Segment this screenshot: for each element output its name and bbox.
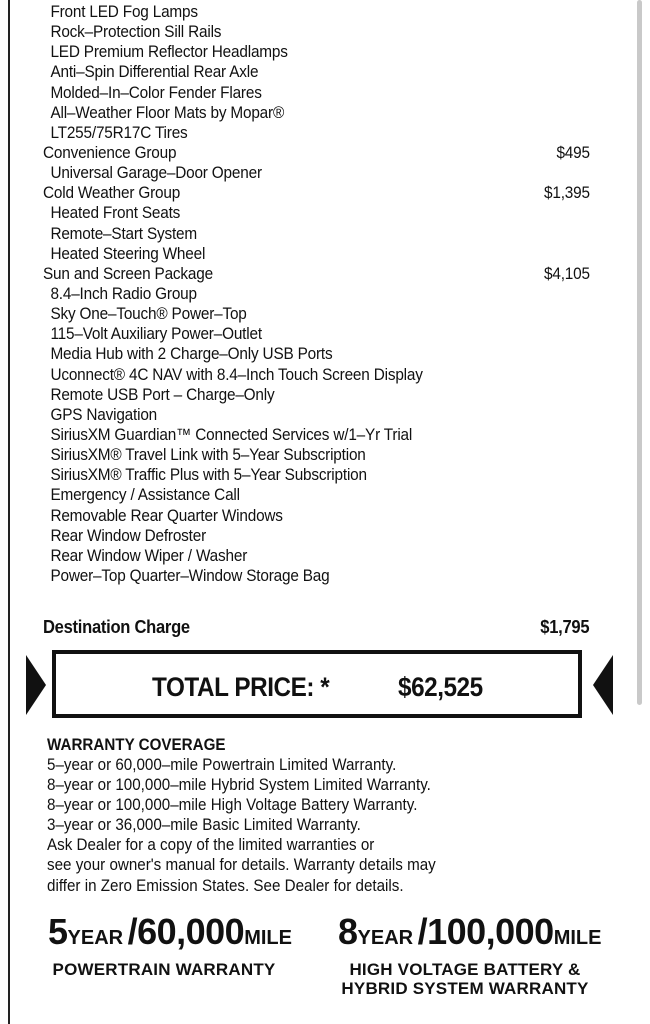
left-border-rule bbox=[8, 0, 10, 1024]
option-label: Anti–Spin Differential Rear Axle bbox=[50, 63, 259, 82]
option-group-label: Cold Weather Group bbox=[43, 184, 181, 203]
option-group-row bbox=[43, 143, 590, 163]
powertrain-mile-word: MILE bbox=[244, 927, 292, 949]
option-row bbox=[43, 42, 553, 62]
option-row bbox=[43, 83, 553, 103]
option-label: Media Hub with 2 Charge–Only USB Ports bbox=[50, 345, 333, 364]
option-label: Remote–Start System bbox=[50, 224, 198, 243]
option-label: Emergency / Assistance Call bbox=[50, 486, 240, 505]
scrollbar-thumb[interactable] bbox=[637, 0, 642, 705]
option-group-price: $495 bbox=[556, 143, 590, 162]
option-row bbox=[43, 244, 553, 264]
arrow-left-pointing-icon bbox=[593, 655, 613, 715]
option-label: Universal Garage–Door Opener bbox=[50, 164, 262, 183]
option-label: SiriusXM® Travel Link with 5–Year Subscription bbox=[50, 446, 366, 465]
option-label: Remote USB Port – Charge–Only bbox=[50, 385, 275, 404]
warranty-heading: WARRANTY COVERAGE bbox=[47, 736, 226, 754]
powertrain-years: 5 bbox=[48, 911, 68, 952]
powertrain-miles: /60,000 bbox=[127, 911, 245, 952]
option-row bbox=[43, 103, 553, 123]
hybrid-years: 8 bbox=[338, 911, 358, 952]
option-row bbox=[43, 224, 553, 244]
option-group-row bbox=[43, 264, 590, 284]
warranty-line: 3–year or 36,000–mile Basic Limited Warranty. bbox=[47, 816, 361, 835]
total-price-box bbox=[52, 650, 582, 718]
warranty-line: differ in Zero Emission States. See Dealer for details. bbox=[47, 876, 404, 895]
option-row bbox=[43, 284, 553, 304]
option-row bbox=[43, 163, 553, 183]
hybrid-year-word: YEAR bbox=[357, 927, 414, 949]
option-row bbox=[43, 526, 553, 546]
option-row bbox=[43, 425, 553, 445]
option-row bbox=[43, 62, 553, 82]
option-row bbox=[43, 304, 553, 324]
option-label: 8.4–Inch Radio Group bbox=[50, 284, 197, 303]
option-row bbox=[43, 324, 553, 344]
option-row bbox=[43, 365, 553, 385]
option-label: Rear Window Defroster bbox=[50, 526, 207, 545]
total-price-label: TOTAL PRICE: * bbox=[152, 672, 330, 702]
options-list bbox=[43, 2, 591, 586]
option-row bbox=[43, 546, 553, 566]
option-group-price: $1,395 bbox=[544, 184, 590, 203]
hybrid-warranty-term bbox=[338, 911, 602, 960]
hybrid-miles: /100,000 bbox=[417, 911, 554, 952]
hybrid-warranty-caption-line-1: HIGH VOLTAGE BATTERY & bbox=[349, 960, 581, 979]
powertrain-warranty-badge bbox=[48, 911, 292, 979]
option-label: SiriusXM® Traffic Plus with 5–Year Subscription bbox=[50, 466, 367, 485]
hybrid-mile-word: MILE bbox=[553, 927, 602, 949]
option-row bbox=[43, 123, 553, 143]
warranty-line: 5–year or 60,000–mile Powertrain Limited Warranty. bbox=[47, 756, 397, 774]
option-row bbox=[43, 385, 553, 405]
powertrain-warranty-term bbox=[48, 911, 292, 960]
warranty-line: Ask Dealer for a copy of the limited warranties or bbox=[47, 836, 375, 855]
option-label: Heated Steering Wheel bbox=[50, 244, 206, 263]
option-label: GPS Navigation bbox=[50, 405, 158, 424]
option-row bbox=[43, 566, 553, 586]
option-group-label: Sun and Screen Package bbox=[43, 264, 213, 283]
warranty-line: 8–year or 100,000–mile High Voltage Battery Warranty. bbox=[47, 796, 418, 815]
option-row bbox=[43, 344, 553, 364]
option-label: Sky One–Touch® Power–Top bbox=[50, 305, 247, 324]
option-row bbox=[43, 485, 553, 505]
option-label: Heated Front Seats bbox=[50, 204, 181, 223]
option-row bbox=[43, 445, 553, 465]
option-row bbox=[43, 465, 553, 485]
option-group-row bbox=[43, 183, 590, 203]
destination-charge-price: $1,795 bbox=[539, 617, 589, 637]
option-label: Removable Rear Quarter Windows bbox=[50, 506, 283, 525]
option-group-label: Convenience Group bbox=[43, 143, 177, 162]
option-row bbox=[43, 2, 553, 22]
option-label: All–Weather Floor Mats by Mopar® bbox=[50, 103, 285, 122]
option-row bbox=[43, 22, 553, 42]
option-label: Rear Window Wiper / Washer bbox=[50, 546, 248, 565]
option-label: Power–Top Quarter–Window Storage Bag bbox=[50, 566, 330, 585]
arrow-right-pointing-icon bbox=[26, 655, 46, 715]
option-label: 115–Volt Auxiliary Power–Outlet bbox=[50, 325, 262, 344]
option-label: SiriusXM Guardian™ Connected Services w/1–Yr Trial bbox=[50, 425, 413, 444]
hybrid-warranty-badge bbox=[338, 911, 602, 998]
powertrain-warranty-caption: POWERTRAIN WARRANTY bbox=[52, 960, 276, 979]
total-price-amount: $62,525 bbox=[398, 672, 483, 702]
option-label: LT255/75R17C Tires bbox=[50, 123, 188, 142]
option-label: Molded–In–Color Fender Flares bbox=[50, 83, 262, 102]
warranty-line: see your owner's manual for details. Warranty details may bbox=[47, 856, 436, 875]
hybrid-warranty-caption-line-2: HYBRID SYSTEM WARRANTY bbox=[341, 979, 589, 998]
powertrain-year-word: YEAR bbox=[67, 927, 124, 949]
warranty-line: 8–year or 100,000–mile Hybrid System Limited Warranty. bbox=[47, 776, 431, 795]
option-row bbox=[43, 203, 553, 223]
option-row bbox=[43, 405, 553, 425]
option-label: Uconnect® 4C NAV with 8.4–Inch Touch Screen Display bbox=[50, 365, 423, 384]
destination-charge-label: Destination Charge bbox=[43, 617, 190, 637]
option-label: LED Premium Reflector Headlamps bbox=[50, 43, 288, 62]
option-row bbox=[43, 506, 553, 526]
option-group-price: $4,105 bbox=[544, 264, 590, 283]
option-label: Rock–Protection Sill Rails bbox=[50, 23, 222, 42]
warranty-section bbox=[47, 735, 607, 896]
option-label: Front LED Fog Lamps bbox=[50, 3, 198, 21]
